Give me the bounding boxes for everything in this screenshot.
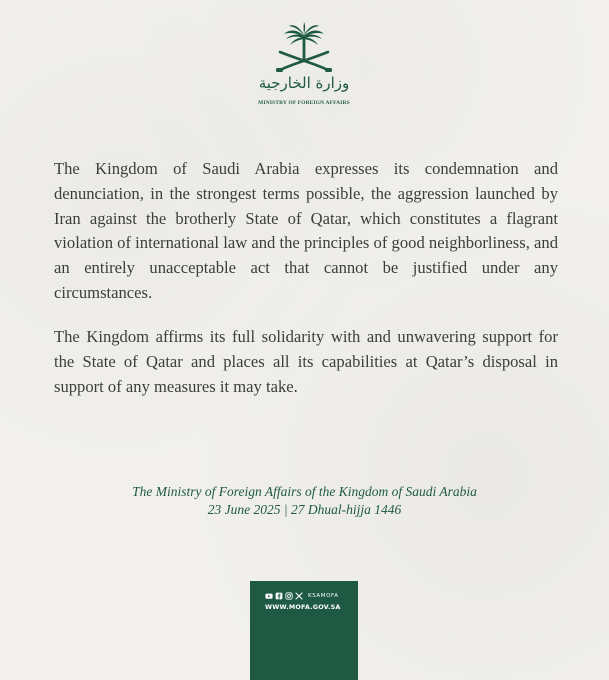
footer-contact-box — [250, 581, 358, 680]
signature-issuer: The Ministry of Foreign Affairs of the Kingdom of Saudi Arabia — [132, 484, 477, 499]
statement-paragraph-2: The Kingdom affirms its full solidarity with and unwavering support for the State of Qatar and places all its capabilities at Qatar’s disposal in support of any measures it may take. — [54, 327, 558, 396]
x-icon[interactable] — [295, 592, 303, 600]
facebook-icon[interactable] — [275, 592, 283, 600]
saudi-emblem-icon — [268, 22, 340, 80]
arabic-ministry-title: وزارة الخارجية — [258, 74, 350, 92]
instagram-icon[interactable] — [285, 592, 293, 600]
signature-date: 23 June 2025 | 27 Dhual-hijja 1446 — [207, 502, 402, 517]
ministry-name: MINISTRY OF FOREIGN AFFAIRS — [258, 100, 350, 106]
website-link[interactable]: WWW.MOFA.GOV.SA — [265, 603, 341, 611]
social-links-row — [265, 591, 339, 601]
social-handle[interactable]: KSAMOFA — [308, 593, 339, 599]
statement-paragraph-1: The Kingdom of Saudi Arabia expresses its condemnation and denunciation, in the strongest terms possible, the aggression launched by Iran against the brotherly State of Qatar, which constitutes a flagrant violation of international law and the principles of good neighborliness, and an entirely unacceptable act that cannot be justified under any circumstances. — [54, 159, 558, 302]
youtube-icon[interactable] — [265, 592, 273, 600]
